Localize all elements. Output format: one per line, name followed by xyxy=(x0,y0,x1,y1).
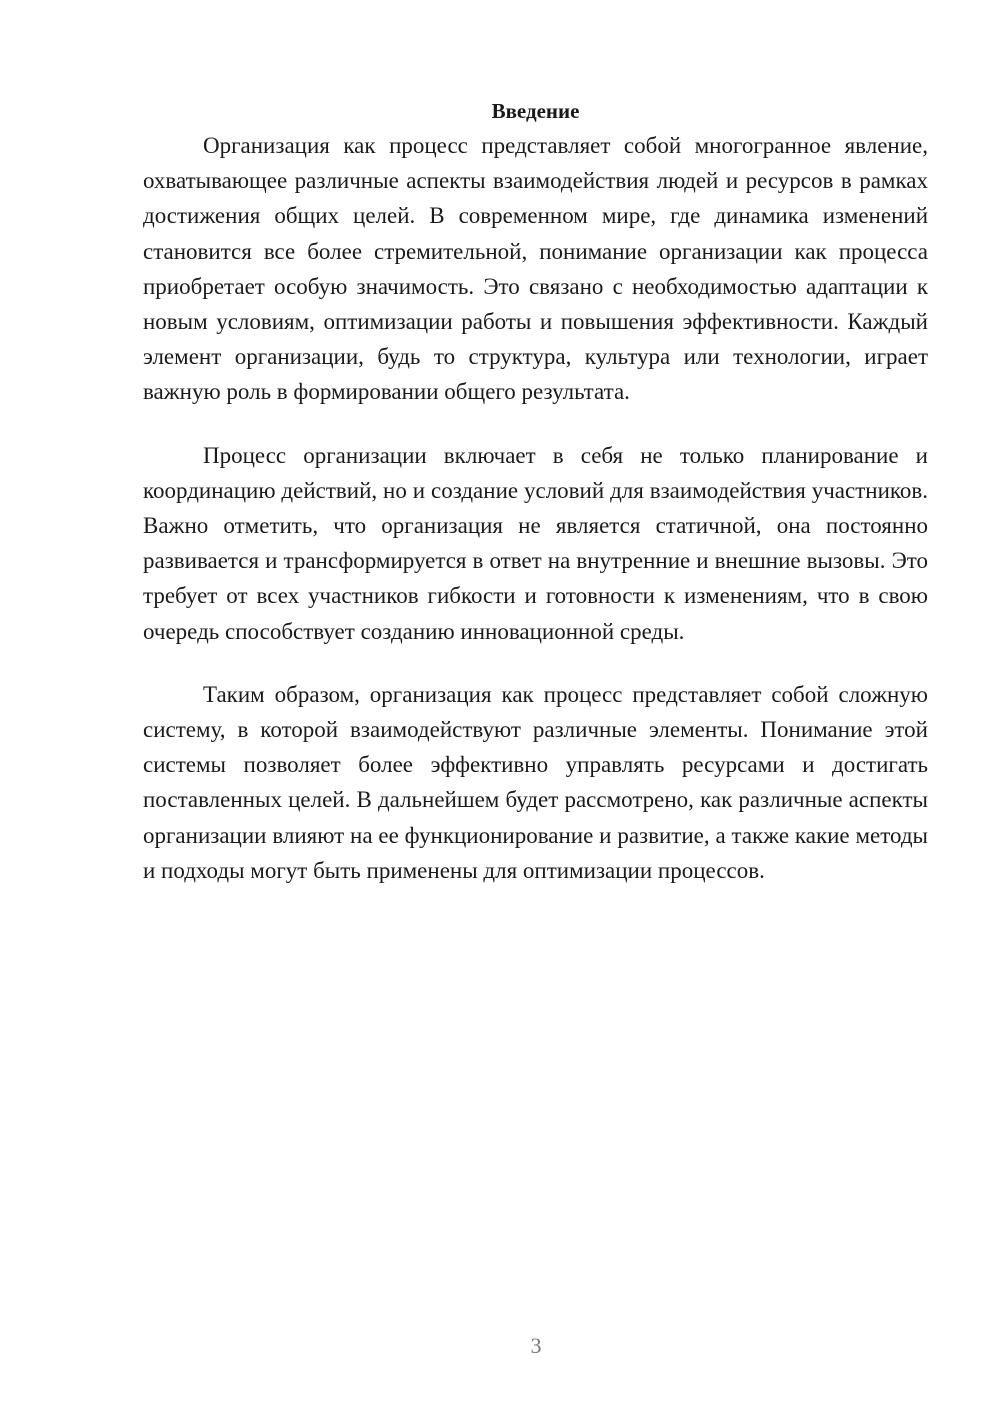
section-title: Введение xyxy=(491,99,580,123)
paragraph-1: Организация как процесс представляет собой многогранное явление, охватывающее различные аспекты взаимодействия людей и ресурсов в рамках достижения общих целей. В современном мире, где динамика изменений становится все более стремительной, понимание организации как процесса приобретает особую значимость. Это связано с необходимостью адаптации к новым условиям, оптимизации работы и повышения эффективности. Каждый элемент организации, будь то структура, культура или технологии, играет важную роль в формировании общего результата. xyxy=(143,133,928,405)
paragraph-3: Таким образом, организация как процесс представляет собой сложную систему, в которой взаимодействуют различные элементы. Понимание этой системы позволяет более эффективно управлять ресурсами и достигать поставленных целей. В дальнейшем будет рассмотрено, как различные аспекты организации влияют на ее функционирование и развитие, а также какие методы и подходы могут быть применены для оптимизации процессов. xyxy=(143,681,928,883)
paragraph-2: Процесс организации включает в себя не только планирование и координацию действий, но и создание условий для взаимодействия участников. Важно отметить, что организация не является статичной, она постоянно развивается и трансформируется в ответ на внутренние и внешние вызовы. Это требует от всех участников гибкости и готовности к изменениям, что в свою очередь способствует созданию инновационной среды. xyxy=(143,442,928,644)
page-number: 3 xyxy=(530,1333,542,1358)
page-content xyxy=(143,96,928,916)
